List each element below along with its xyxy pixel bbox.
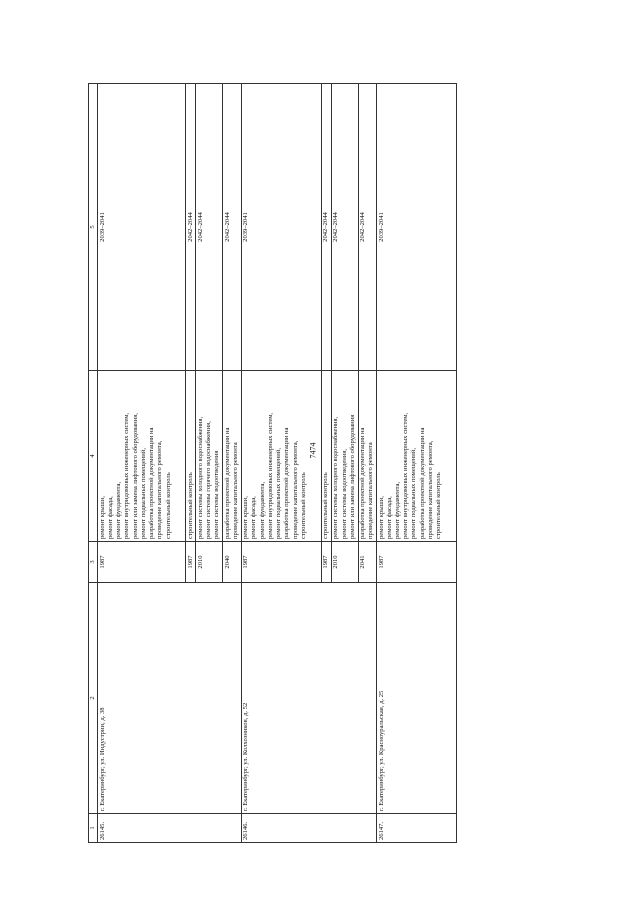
entry-works: строительный контроль xyxy=(321,371,331,542)
entry-period: 2039–2041 xyxy=(98,84,186,371)
entry-address: г. Екатеринбург, ул. Индустрии, д. 38 xyxy=(98,583,241,814)
header-col-4: 4 xyxy=(89,371,98,542)
entry-period: 2042–2044 xyxy=(186,84,196,371)
entry-period: 2042–2044 xyxy=(358,84,376,371)
entry-year: 2010 xyxy=(196,542,223,583)
entry-works: разработка проектной документации на проведение капитального ремонта xyxy=(358,371,376,542)
entry-works: ремонт крыши, ремонт фасада, ремонт фундамента, ремонт внутридомовых инженерных систем, ремонт подвальных помещений, разработка проектной документации на проведение капитального ремонта, строительный контроль xyxy=(241,371,321,542)
entry-number: 26145. xyxy=(98,814,241,843)
entry-works: строительный контроль xyxy=(186,371,196,542)
entry-year: 1987 xyxy=(321,542,331,583)
repair-schedule-table xyxy=(88,83,457,843)
entry-period: 2039–2041 xyxy=(377,84,457,371)
entry-period: 2042–2044 xyxy=(321,84,331,371)
entry-year: 1987 xyxy=(377,542,457,583)
entry-works: ремонт крыши, ремонт фасада, ремонт фундамента, ремонт внутридомовых инженерных систем, ремонт или замена лифтового оборудования, ремонт подвальных помещений, разработка проектной документации на проведение капитального ремонта, строительный контроль xyxy=(98,371,186,542)
page-number: 7474 xyxy=(308,442,318,459)
entry-period: 2042–2044 xyxy=(196,84,223,371)
header-col-5: 5 xyxy=(89,84,98,371)
document-sheet xyxy=(88,83,564,843)
entry-period: 2042–2044 xyxy=(331,84,358,371)
entry-works: разработка проектной документации на проведение капитального ремонта xyxy=(223,371,241,542)
header-col-2: 2 xyxy=(89,583,98,814)
table-row xyxy=(377,84,457,843)
entry-year: 1987 xyxy=(98,542,186,583)
header-col-1: 1 xyxy=(89,814,98,843)
table-header-row xyxy=(89,84,98,843)
entry-works: ремонт системы холодного водоснабжения, ремонт системы водоотведения, ремонт или замена лифтового оборудования xyxy=(331,371,358,542)
entry-works: ремонт крыши, ремонт фасада, ремонт фундамента, ремонт внутридомовых инженерных систем, ремонт подвальных помещений, разработка проектной документации на проведение капитального ремонта, строительный контроль xyxy=(377,371,457,542)
entry-year: 1987 xyxy=(241,542,321,583)
entry-number: 26147. xyxy=(377,814,457,843)
entry-period: 2042–2044 xyxy=(223,84,241,371)
entry-year: 2040 xyxy=(223,542,241,583)
header-col-3: 3 xyxy=(89,542,98,583)
entry-works: ремонт системы холодного водоснабжения, ремонт системы горячего водоснабжения, ремонт системы водоотведения xyxy=(196,371,223,542)
entry-year: 1987 xyxy=(186,542,196,583)
entry-number: 26146. xyxy=(241,814,376,843)
entry-period: 2039–2041 xyxy=(241,84,321,371)
entry-address: г. Екатеринбург, ул. Колхозников, д. 52 xyxy=(241,583,376,814)
table-row xyxy=(98,84,186,843)
entry-year: 2010 xyxy=(331,542,358,583)
table-row xyxy=(241,84,321,843)
entry-year: 2041 xyxy=(358,542,376,583)
entry-address: г. Екатеринбург, ул. Красноуральская, д. 25 xyxy=(377,583,457,814)
